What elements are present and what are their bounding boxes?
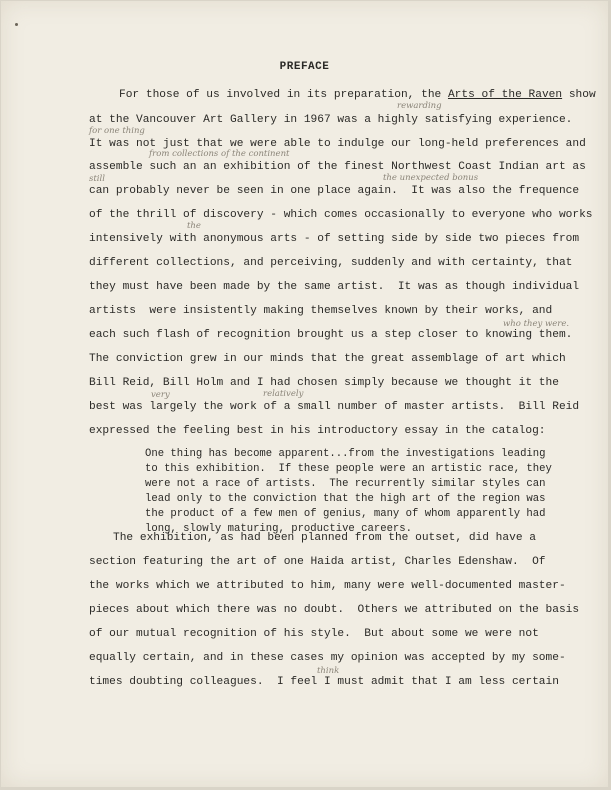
text-line-5: can probably never be seen in one place again. It was also the frequence	[89, 185, 580, 197]
quote-line: long, slowly maturing, productive careers.	[145, 523, 413, 535]
quote-line: to this exhibition. If these people were an artistic race, they	[145, 463, 552, 475]
text-line-3: It was not just that we were able to indulge our long-held preferences and	[89, 138, 586, 150]
annotation-rewarding: rewarding	[397, 101, 442, 111]
text-line-4: assemble such an an exhibition of the finest Northwest Coast Indian art as	[89, 161, 586, 173]
text-line-2: at the Vancouver Art Gallery in 1967 was a highly satisfying experience.	[89, 114, 573, 126]
text-line-22: times doubting colleagues. I feel I must admit that I am less certain	[89, 676, 559, 688]
text-line-16: The exhibition, as had been planned from the outset, did have a	[113, 532, 536, 544]
text-line-7: intensively with anonymous arts - of setting side by side two pieces from	[89, 233, 580, 245]
quote-line: One thing has become apparent...from the investigations leading	[145, 448, 546, 460]
text-line-12: The conviction grew in our minds that the great assemblage of art which	[89, 353, 566, 365]
block-quote	[145, 447, 552, 537]
show-title: Arts of the Raven	[447, 89, 563, 101]
document-page	[1, 1, 608, 787]
text-line-15: expressed the feeling best in his introductory essay in the catalog:	[89, 425, 546, 437]
annotation-from-collections: from collections of the continent	[149, 149, 290, 159]
text-line-11: each such flash of recognition brought us a step closer to knowing them.	[89, 329, 573, 341]
annotation-who-they-were: who they were.	[503, 319, 570, 329]
text-line-13: Bill Reid, Bill Holm and I had chosen simply because we thought it the	[89, 377, 559, 389]
quote-line: were not a race of artists. The recurrently similar styles can	[145, 478, 546, 490]
annotation-the: the	[187, 221, 201, 231]
text-line-18: the works which we attributed to him, many were well-documented master-	[89, 580, 566, 592]
annotation-for-one-thing: for one thing	[89, 126, 145, 136]
text-line-6: of the thrill of discovery - which comes occasionally to everyone who works	[89, 209, 593, 221]
quote-line: lead only to the conviction that the high art of the region was	[145, 493, 546, 505]
text-line-1b: show	[562, 89, 596, 101]
text-line-21: equally certain, and in these cases my opinion was accepted by my some-	[89, 652, 566, 664]
annotation-still: still	[89, 174, 105, 184]
annotation-unexpected-bonus: the unexpected bonus	[383, 173, 479, 183]
text-line-1a: For those of us involved in its preparation, the	[119, 89, 448, 101]
quote-line: the product of a few men of genius, many of whom apparently had	[145, 508, 546, 520]
text-line-19: pieces about which there was no doubt. Others we attributed on the basis	[89, 604, 580, 616]
text-line-14: best was largely the work of a small number of master artists. Bill Reid	[89, 401, 580, 413]
annotation-very: very	[151, 390, 170, 400]
page-title: PREFACE	[279, 61, 330, 73]
annotation-think: think	[317, 666, 340, 676]
text-line-9: they must have been made by the same artist. It was as though individual	[89, 281, 580, 293]
paper-mark	[15, 23, 18, 26]
annotation-relatively: relatively	[263, 389, 304, 399]
text-line-1	[119, 89, 596, 101]
text-line-17: section featuring the art of one Haida artist, Charles Edenshaw. Of	[89, 556, 546, 568]
text-line-8: different collections, and perceiving, suddenly and with certainty, that	[89, 257, 573, 269]
text-line-20: of our mutual recognition of his style. But about some we were not	[89, 628, 539, 640]
text-line-10: artists were insistently making themselves known by their works, and	[89, 305, 553, 317]
